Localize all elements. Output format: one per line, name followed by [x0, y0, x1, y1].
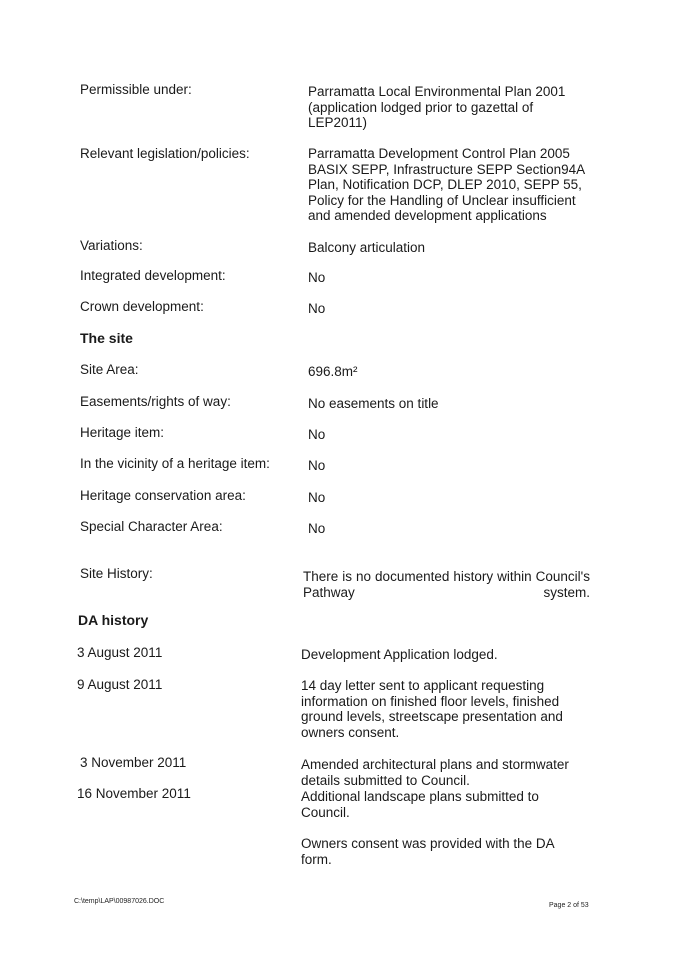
footer-page-number: Page 2 of 53: [549, 902, 589, 909]
crown-development-value: No: [308, 301, 326, 316]
special-character-label: Special Character Area:: [80, 519, 223, 534]
integrated-development-label: Integrated development:: [80, 268, 226, 283]
heritage-item-value: No: [308, 427, 326, 442]
crown-development-label: Crown development:: [80, 299, 204, 314]
da-date: 9 August 2011: [77, 677, 163, 692]
variations-value: Balcony articulation: [308, 240, 426, 255]
permissible-under-value: Parramatta Local Environmental Plan 2001 (application lodged prior to gazettal of LEP2011): [308, 84, 566, 130]
da-event: Development Application lodged.: [301, 647, 498, 662]
heritage-vicinity-label: In the vicinity of a heritage item:: [80, 456, 270, 471]
site-area-label: Site Area:: [80, 362, 139, 377]
site-heading: The site: [80, 330, 133, 346]
site-history-value: There is no documented history within Council's Pathway system.: [303, 569, 590, 600]
da-date: 3 November 2011: [80, 755, 187, 770]
site-area-value: 696.8m²: [308, 364, 358, 379]
da-history-heading: DA history: [78, 612, 149, 628]
site-history-label: Site History:: [80, 566, 153, 581]
variations-label: Variations:: [80, 238, 143, 253]
heritage-conservation-label: Heritage conservation area:: [80, 488, 246, 503]
owners-consent-note: Owners consent was provided with the DA form.: [301, 836, 554, 867]
da-event: 14 day letter sent to applicant requesting information on finished floor levels, finished ground levels, streetscape presentation and owners consent.: [301, 678, 563, 740]
da-date: 3 August 2011: [77, 645, 163, 660]
heritage-vicinity-value: No: [308, 458, 326, 473]
permissible-under-label: Permissible under:: [80, 82, 192, 97]
da-date: 16 November 2011: [77, 786, 191, 801]
relevant-legislation-label: Relevant legislation/policies:: [80, 146, 250, 161]
integrated-development-value: No: [308, 270, 326, 285]
easements-label: Easements/rights of way:: [80, 394, 231, 409]
special-character-value: No: [308, 521, 326, 536]
heritage-conservation-value: No: [308, 490, 326, 505]
da-event: Additional landscape plans submitted to Council.: [301, 789, 539, 820]
relevant-legislation-value: Parramatta Development Control Plan 2005 BASIX SEPP, Infrastructure SEPP Section94A Plan, Notification DCP, DLEP 2010, SEPP 55, Policy for the Handling of Unclear insufficient and amended development applications: [308, 146, 585, 223]
footer-file-path: C:\temp\LAP\00987026.DOC: [74, 898, 165, 905]
heritage-item-label: Heritage item:: [80, 425, 165, 440]
easements-value: No easements on title: [308, 396, 439, 411]
da-event: Amended architectural plans and stormwater details submitted to Council.: [301, 757, 569, 788]
